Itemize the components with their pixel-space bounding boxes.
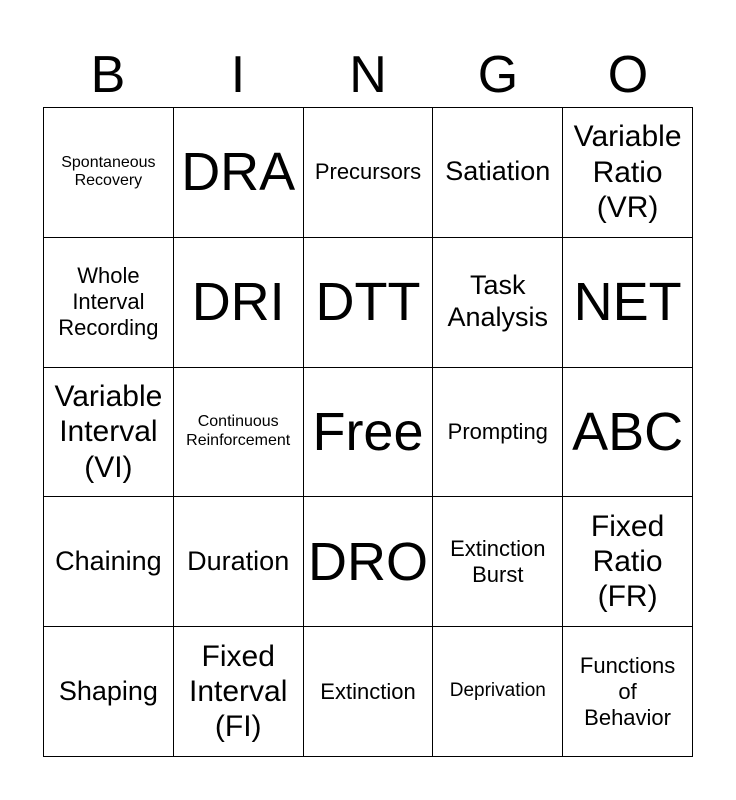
free-space-label: Free (312, 401, 424, 462)
bingo-cell[interactable] (433, 108, 563, 238)
cell-label: Extinction Burst (450, 535, 546, 587)
cell-label: Fixed Ratio (FR) (590, 509, 665, 614)
bingo-cell[interactable] (174, 108, 304, 238)
bingo-cell[interactable] (44, 497, 174, 627)
bingo-cell[interactable] (563, 108, 693, 238)
header-letter-n: N (349, 46, 387, 104)
bingo-cell[interactable] (433, 238, 563, 368)
cell-label: Whole Interval Recording (58, 263, 159, 341)
cell-label: Prompting (447, 419, 548, 445)
cell-label: Extinction (320, 678, 416, 704)
bingo-cell[interactable] (563, 627, 693, 757)
bingo-header (43, 44, 693, 106)
cell-label: Functions of Behavior (579, 652, 676, 730)
cell-label: Deprivation (449, 680, 546, 702)
cell-label: DRO (307, 531, 428, 592)
cell-label: Chaining (55, 545, 162, 576)
bingo-cell[interactable] (304, 238, 434, 368)
free-space-cell[interactable] (304, 368, 434, 498)
bingo-cell[interactable] (174, 627, 304, 757)
bingo-cell[interactable] (563, 238, 693, 368)
bingo-cell[interactable] (304, 497, 434, 627)
bingo-cell[interactable] (44, 627, 174, 757)
header-letter-o: O (607, 46, 649, 104)
cell-label: Precursors (314, 159, 422, 185)
bingo-cell[interactable] (433, 368, 563, 498)
cell-label: DRA (181, 142, 296, 203)
cell-label: Satiation (445, 156, 551, 187)
bingo-cell[interactable] (44, 108, 174, 238)
bingo-cell[interactable] (433, 497, 563, 627)
bingo-cell[interactable] (433, 627, 563, 757)
cell-label: DTT (315, 272, 421, 333)
bingo-board (43, 107, 693, 757)
bingo-cell[interactable] (563, 497, 693, 627)
cell-label: NET (573, 272, 682, 333)
cell-label: Fixed Interval (FI) (189, 639, 288, 744)
header-letter-i: I (230, 46, 246, 104)
cell-label: Shaping (58, 675, 158, 706)
bingo-cell[interactable] (44, 238, 174, 368)
cell-label: Spontaneous Recovery (61, 153, 156, 190)
header-letter-b: B (90, 46, 126, 104)
cell-label: Variable Interval (VI) (54, 379, 163, 484)
bingo-cell[interactable] (304, 108, 434, 238)
bingo-cell[interactable] (563, 368, 693, 498)
cell-label: Variable Ratio (VR) (573, 120, 682, 225)
bingo-cell[interactable] (44, 368, 174, 498)
bingo-cell[interactable] (174, 238, 304, 368)
bingo-cell[interactable] (174, 497, 304, 627)
header-letter-g: G (477, 46, 519, 104)
cell-label: Task Analysis (447, 270, 549, 333)
bingo-cell[interactable] (304, 627, 434, 757)
cell-label: DRI (191, 272, 285, 333)
bingo-cell[interactable] (174, 368, 304, 498)
cell-label: Continuous Reinforcement (186, 413, 291, 449)
cell-label: Duration (187, 545, 290, 576)
cell-label: ABC (572, 401, 684, 462)
